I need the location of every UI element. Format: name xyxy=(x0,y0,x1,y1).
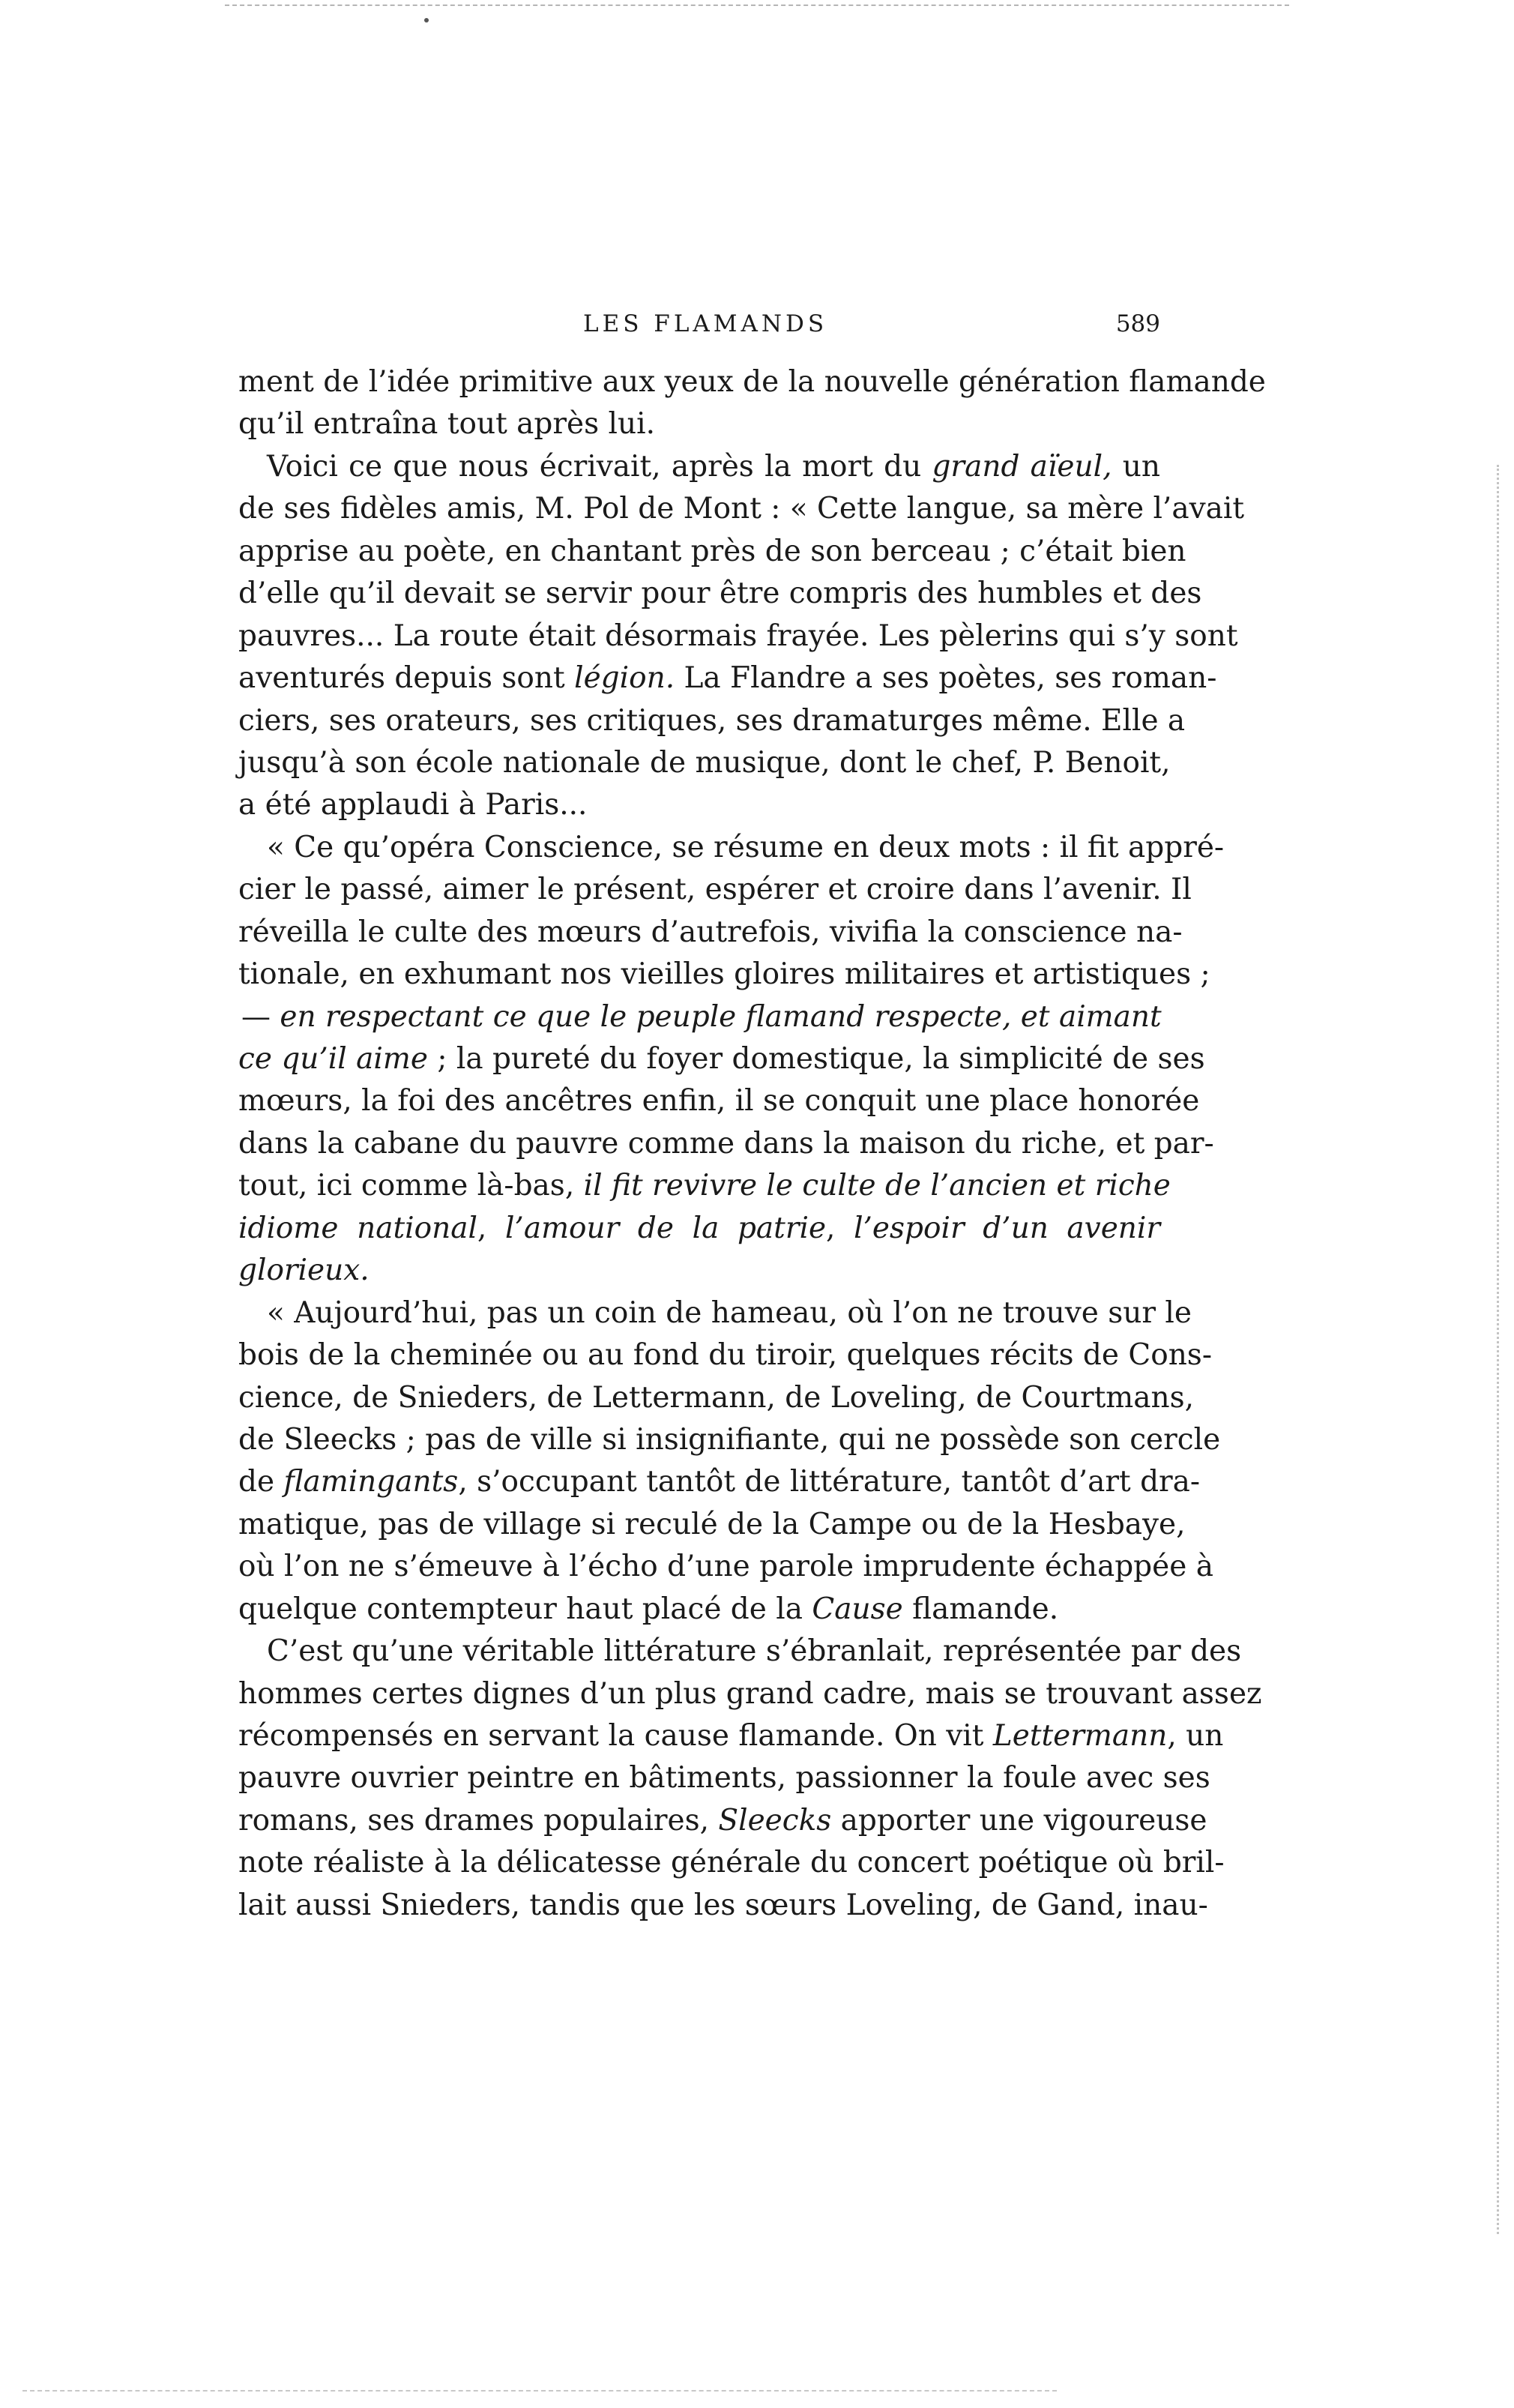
text-line: cier le passé, aimer le présent, espérer et croire dans l’avenir. Il xyxy=(238,873,1192,907)
text-line: d’elle qu’il devait se servir pour être compris des humbles et des xyxy=(238,577,1202,611)
text-line: réveilla le culte des mœurs d’autrefois, vivifia la conscience na- xyxy=(238,915,1183,949)
italic-text: flamingants xyxy=(283,1465,459,1499)
text-line: Voici ce que nous écrivait, après la mort du grand aïeul, un xyxy=(267,449,1160,484)
text-line: tout, ici comme là-bas, il fit revivre le culte de l’ancien et riche xyxy=(238,1169,1171,1203)
italic-text: grand aïeul, xyxy=(932,449,1112,484)
text-line: apprise au poète, en chantant près de son berceau ; c’était bien xyxy=(238,534,1186,568)
text-line: a été applaudi à Paris... xyxy=(238,788,588,822)
page-number: 589 xyxy=(1115,310,1160,337)
page-header xyxy=(238,310,1160,348)
italic-text: l’espoir d’un avenir xyxy=(854,1211,1161,1245)
text-line: « Ce qu’opéra Conscience, se résume en deux mots : il fit appré- xyxy=(267,830,1225,864)
italic-text: ce qu’il aime xyxy=(238,1042,428,1076)
body-text xyxy=(238,361,1266,1927)
text-line: — en respectant ce que le peuple flamand respecte, et aimant xyxy=(241,999,1162,1034)
text-line: idiome national, l’amour de la patrie, l’espoir d’un avenir xyxy=(238,1211,1161,1245)
text-line: ce qu’il aime ; la pureté du foyer domestique, la simplicité de ses xyxy=(238,1042,1205,1076)
italic-text: Lettermann xyxy=(992,1719,1168,1753)
scan-right-edge xyxy=(1497,465,1504,2234)
scan-bottom-edge xyxy=(22,2390,1057,2392)
text-line: ment de l’idée primitive aux yeux de la nouvelle génération flamande xyxy=(238,365,1266,399)
text-line: hommes certes dignes d’un plus grand cadre, mais se trouvant assez xyxy=(238,1676,1262,1711)
text-line: mœurs, la foi des ancêtres enfin, il se conquit une place honorée xyxy=(238,1084,1200,1119)
text-line: pauvres... La route était désormais frayée. Les pèlerins qui s’y sont xyxy=(238,618,1238,653)
text-line: bois de la cheminée ou au fond du tiroir, quelques récits de Cons- xyxy=(238,1338,1212,1373)
italic-text: Sleecks xyxy=(718,1803,832,1837)
text-line: de flamingants, s’occupant tantôt de littérature, tantôt d’art dra- xyxy=(238,1465,1201,1499)
text-line: ciers, ses orateurs, ses critiques, ses dramaturges même. Elle a xyxy=(238,703,1186,738)
italic-text: idiome national xyxy=(238,1211,477,1245)
text-line: quelque contempteur haut placé de la Cause flamande. xyxy=(238,1592,1059,1626)
text-line: romans, ses drames populaires, Sleecks apporter une vigoureuse xyxy=(238,1803,1207,1837)
text-line xyxy=(238,1250,1160,1292)
text-line: tionale, en exhumant nos vieilles gloires militaires et artistiques ; xyxy=(238,957,1210,992)
scan-top-edge xyxy=(225,4,1289,6)
text-line: note réaliste à la délicatesse générale du concert poétique où bril- xyxy=(238,1846,1225,1880)
text-line: jusqu’à son école nationale de musique, dont le chef, P. Benoit, xyxy=(238,745,1171,780)
text-line: de Sleecks ; pas de ville si insignifiante, qui ne possède son cercle xyxy=(238,1422,1221,1457)
italic-text: légion. xyxy=(574,661,675,696)
text-line: « Aujourd’hui, pas un coin de hameau, où l’on ne trouve sur le xyxy=(267,1295,1192,1330)
text-line: de ses fidèles amis, M. Pol de Mont : « Cette langue, sa mère l’avait xyxy=(238,492,1244,526)
text-line: aventurés depuis sont légion. La Flandre a ses poètes, ses roman- xyxy=(238,661,1217,696)
italic-text: il fit revivre le culte de l’ancien et riche xyxy=(583,1169,1171,1203)
italic-text: glorieux. xyxy=(238,1253,370,1288)
text-line: C’est qu’une véritable littérature s’ébranlait, représentée par des xyxy=(267,1634,1242,1669)
text-line: pauvre ouvrier peintre en bâtiments, passionner la foule avec ses xyxy=(238,1761,1210,1796)
text-line: cience, de Snieders, de Lettermann, de Loveling, de Courtmans, xyxy=(238,1380,1195,1415)
text-line: lait aussi Snieders, tandis que les sœurs Loveling, de Gand, inau- xyxy=(238,1888,1208,1922)
text-line: qu’il entraîna tout après lui. xyxy=(238,407,655,442)
text-line: matique, pas de village si reculé de la Campe ou de la Hesbaye, xyxy=(238,1507,1186,1541)
scan-speck xyxy=(424,18,429,22)
text-line: récompensés en servant la cause flamande. On vit Lettermann, un xyxy=(238,1719,1224,1753)
running-title: LES FLAMANDS xyxy=(583,310,828,337)
text-line: où l’on ne s’émeuve à l’écho d’une parole imprudente échappée à xyxy=(238,1550,1213,1584)
italic-text: Cause xyxy=(812,1592,903,1626)
text-line: dans la cabane du pauvre comme dans la maison du riche, et par- xyxy=(238,1126,1214,1161)
italic-text: l’amour de la patrie xyxy=(504,1211,827,1245)
italic-text: en respectant ce que le peuple flamand respecte, et aimant xyxy=(280,999,1162,1034)
